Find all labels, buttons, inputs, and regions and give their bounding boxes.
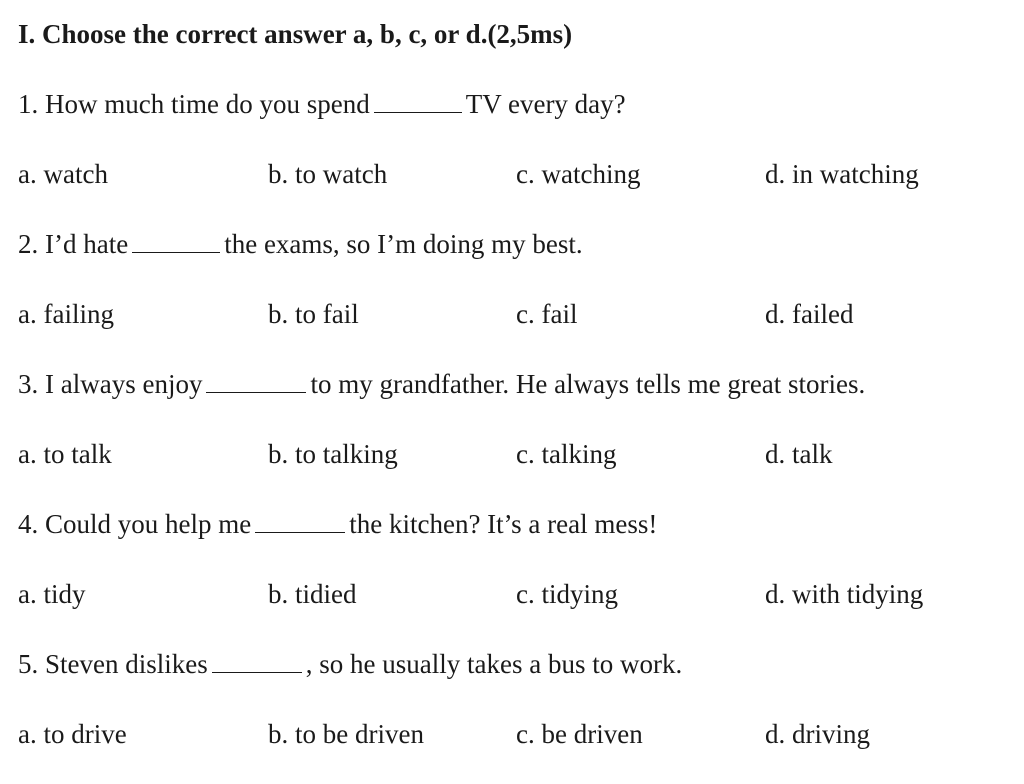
question-4	[18, 504, 1008, 544]
option-a: a. failing	[18, 299, 114, 329]
question-5	[18, 644, 1008, 684]
option-c: c. fail	[516, 299, 578, 329]
question-text-end: the exams, so I’m doing my best.	[224, 229, 583, 259]
option-a: a. to talk	[18, 439, 112, 469]
option-a: a. watch	[18, 159, 108, 189]
question-text: 3. I always enjoy	[18, 369, 203, 399]
question-text: 4. Could you help me	[18, 509, 252, 539]
option-b: b. to fail	[268, 299, 359, 329]
answer-blank	[212, 646, 302, 673]
question-text-end: to my grandfather. He always tells me great stories.	[310, 369, 866, 399]
question-1	[18, 84, 1008, 124]
question-3	[18, 364, 1008, 404]
question-text: 1. How much time do you spend	[18, 89, 370, 119]
option-d: d. failed	[765, 299, 854, 329]
option-b: b. to be driven	[268, 719, 424, 749]
option-b: b. to talking	[268, 439, 398, 469]
option-c: c. be driven	[516, 719, 643, 749]
options-2	[18, 294, 1008, 334]
option-d: d. driving	[765, 719, 870, 749]
option-c: c. talking	[516, 439, 617, 469]
option-b: b. tidied	[268, 579, 357, 609]
options-1	[18, 154, 1008, 194]
option-d: d. talk	[765, 439, 833, 469]
option-d: d. with tidying	[765, 579, 924, 609]
question-text: 5. Steven dislikes	[18, 649, 208, 679]
options-3	[18, 434, 1008, 474]
question-text-end: , so he usually takes a bus to work.	[305, 649, 683, 679]
option-c: c. watching	[516, 159, 641, 189]
option-d: d. in watching	[765, 159, 919, 189]
question-text-end: TV every day?	[465, 89, 626, 119]
question-2	[18, 224, 1008, 264]
options-5	[18, 714, 1008, 754]
question-text-end: the kitchen? It’s a real mess!	[349, 509, 658, 539]
answer-blank	[255, 506, 345, 533]
answer-blank	[132, 226, 220, 253]
option-a: a. to drive	[18, 719, 127, 749]
options-4	[18, 574, 1008, 614]
option-c: c. tidying	[516, 579, 618, 609]
option-b: b. to watch	[268, 159, 388, 189]
worksheet	[18, 14, 1008, 784]
section-heading: I. Choose the correct answer a, b, c, or d.(2,5ms)	[18, 19, 573, 49]
answer-blank	[374, 86, 462, 113]
question-text: 2. I’d hate	[18, 229, 129, 259]
answer-blank	[206, 366, 306, 393]
option-a: a. tidy	[18, 579, 86, 609]
